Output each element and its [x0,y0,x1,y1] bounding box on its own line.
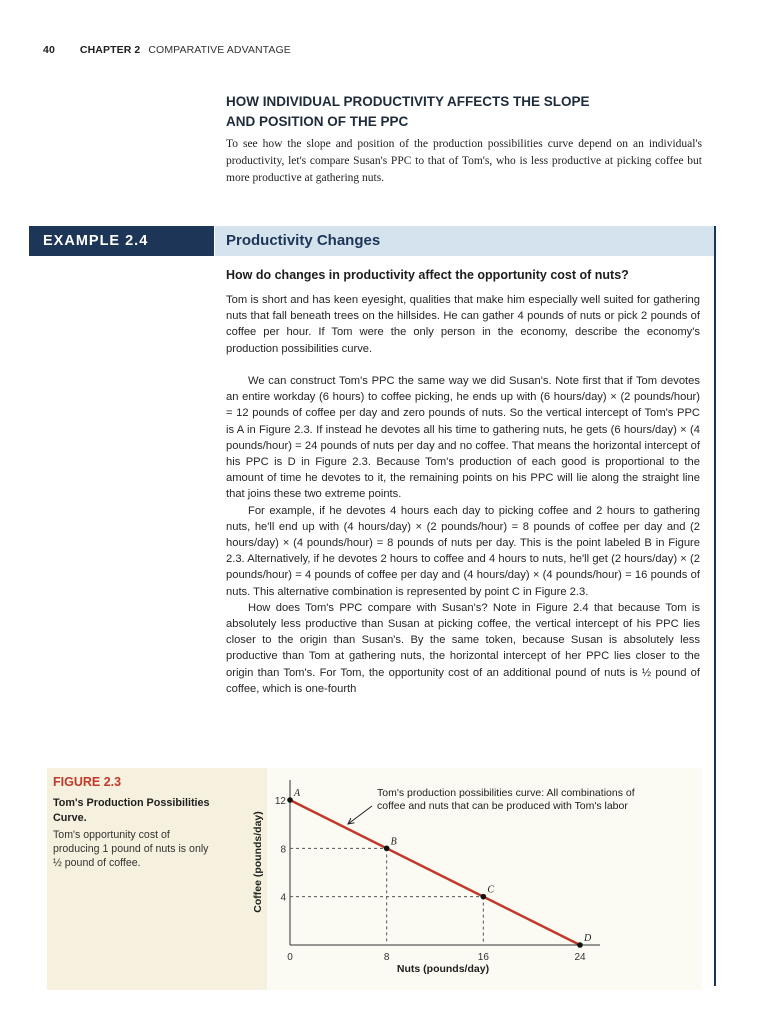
example-label: EXAMPLE 2.4 [29,226,214,256]
example-title: Productivity Changes [215,226,715,256]
point-label-D: D [584,933,592,944]
point-label-A: A [294,788,301,799]
y-tick-12: 12 [274,796,286,807]
figure-title: Tom's Production Possibilities Curve. [53,797,210,824]
solution-paragraph-3: How does Tom's PPC compare with Susan's? Note in Figure 2.4 that because Tom is absolutely less productive than Susan at picking coffee, the vertical intercept of his PPC lies closer to the origin than Susan's. By the same token, because Susan is absolutely less productive than Tom at gathering nuts, the horizontal intercept of her PPC lies closer to the origin than Tom's. For Tom, the opportunity cost of an additional pound of nuts is ½ pound of coffee, which is one-fourth [226,601,700,695]
section-label: COMPARATIVE ADVANTAGE [148,44,291,56]
point-A [287,797,293,803]
point-label-C: C [487,884,495,896]
intro-paragraph: To see how the slope and position of the production possibilities curve depend on an individual's productivity, let's compare Susan's PPC to that of Tom's, who is less productive at picking coffee but more productive at gathering nuts. [226,138,702,184]
x-tick-8: 8 [383,952,390,963]
point-D [577,942,583,948]
x-tick-16: 16 [477,952,489,963]
y-tick-8: 8 [280,844,286,856]
x-tick-0: 0 [287,952,293,963]
chapter-label: CHAPTER 2 [79,44,141,56]
section-heading-line-2: AND POSITION OF THE PPC [226,114,409,129]
solution-paragraph-2: For example, if he devotes 4 hours each day to picking coffee and 2 hours to gathering nuts, he'll end up with (4 hours/day) × (2 pounds/hour) = 8 pounds of coffee per day and (2 hours/day) × (4 pounds/hour) = 8 pounds of nuts per day. This is the point labeled B in Figure 2.3. Alternatively, if he devotes 2 hours to coffee and 4 hours to nuts, he'll get (2 hours/day) × (2 pounds/hour) = 4 pounds of coffee per day and (4 hours/day) × (4 pounds/hour) = 16 pounds of nuts. This alternative combination is represented by point C in Figure 2.3. [226,504,700,598]
ppc-annotation-line-1: Tom's production possibilities curve: All combinations of [377,787,635,799]
example-question: How do changes in productivity affect the opportunity cost of nuts? [226,268,629,282]
annotation-arrow [348,806,372,824]
ppc-annotation-line-2: coffee and nuts that can be produced with Tom's labor [377,800,628,812]
x-tick-24: 24 [574,952,586,963]
solution-paragraph-1: We can construct Tom's PPC the same way we did Susan's. Note first that if Tom devotes an entire workday (6 hours) to coffee picking, he ends up with (6 hours/day) × (2 pounds/hour) = 12 pounds of coffee per day and zero pounds of nuts. So the vertical intercept of Tom's PPC is A in Figure 2.3. If instead he devotes all his time to gathering nuts, he gets (6 hours/day) × (4 pounds/hour) = 24 pounds of nuts per day and no coffee. That means the horizontal intercept of his PPC is D in Figure 2.3. Because Tom's production of each good is proportional to the amount of time he devotes to it, the remaining points on his PPC will lie along the straight line that joins these two extreme points. [226,375,700,501]
point-label-B: B [390,836,397,848]
page-number: 40 [43,44,55,56]
ppc-line-0 [290,800,580,945]
y-tick-4: 4 [280,892,286,904]
point-B [384,846,390,852]
y-axis-label: Coffee (pounds/day) [252,811,264,913]
problem-paragraph: Tom is short and has keen eyesight, qualities that make him especially well suited for gathering nuts that fall beneath trees on the hillsides. He can gather 4 pounds of nuts or pick 2 pounds of coffee per hour. If Tom were the only person in the economy, describe the economy's production possibilities curve. [226,294,700,355]
section-heading-line-1: HOW INDIVIDUAL PRODUCTIVITY AFFECTS THE SLOPE [226,94,590,109]
x-axis-label: Nuts (pounds/day) [396,963,490,975]
point-C [481,894,487,900]
figure-label: FIGURE 2.3 [53,775,122,789]
figure-caption: Tom's opportunity cost of producing 1 pound of nuts is only ½ pound of coffee. [53,829,209,869]
